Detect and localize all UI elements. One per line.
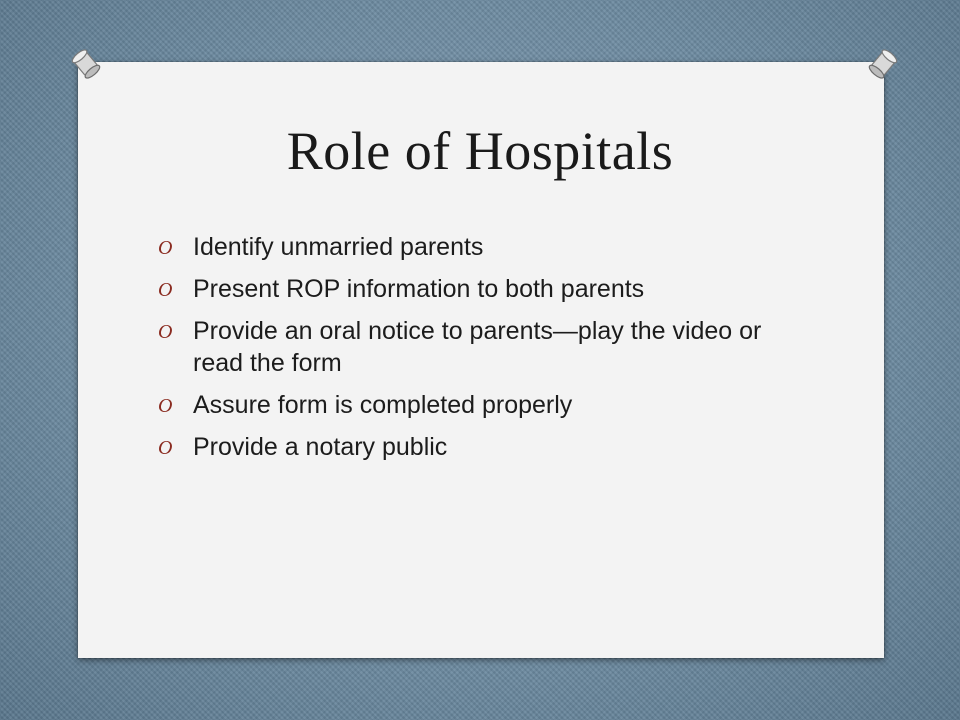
- pushpin-icon: [68, 46, 94, 72]
- bullet-list: [158, 231, 798, 473]
- bullet-marker: O: [158, 437, 173, 459]
- bullet-text: Identify unmarried parents: [193, 233, 484, 261]
- pushpin-icon: [865, 46, 891, 72]
- bullet-text: Present ROP information to both parents: [193, 275, 645, 303]
- bullet-marker: O: [158, 321, 173, 343]
- bullet-item: [158, 273, 798, 305]
- bullet-marker: O: [158, 395, 173, 417]
- bullet-marker: O: [158, 279, 173, 301]
- bullet-item: [158, 231, 798, 263]
- bullet-item: [158, 431, 798, 463]
- bullet-item: [158, 389, 798, 421]
- bullet-text: Assure form is completed properly: [193, 391, 573, 419]
- bullet-text: Provide an oral notice to parents—play the video or read the form: [193, 317, 762, 377]
- bullet-marker: O: [158, 237, 173, 259]
- bullet-text: Provide a notary public: [193, 433, 448, 461]
- slide-title: Role of Hospitals: [286, 121, 674, 181]
- bullet-item: [158, 315, 798, 379]
